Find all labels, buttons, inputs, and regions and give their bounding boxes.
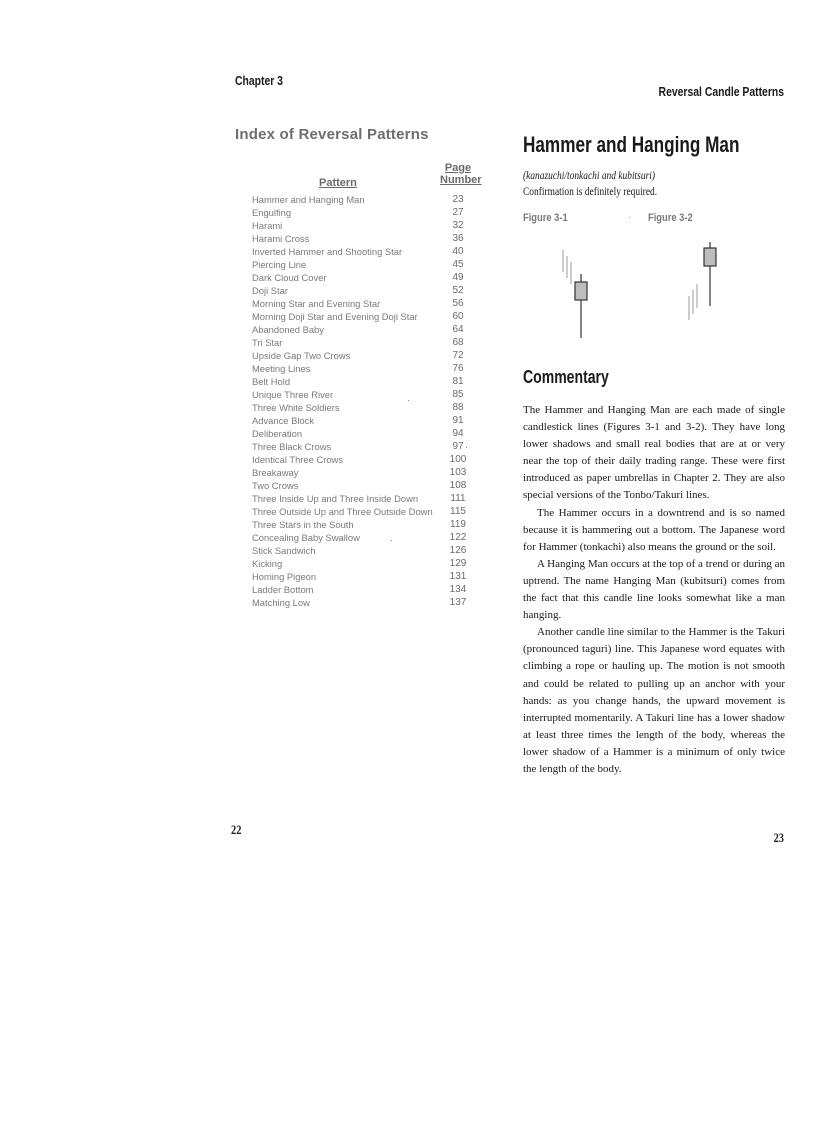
pattern-row [252, 245, 482, 258]
pattern-row [252, 518, 482, 531]
hanging-man-body [704, 248, 716, 266]
pattern-page-number: 137 [449, 597, 467, 609]
pattern-name: Abandoned Baby [252, 324, 324, 336]
pattern-page-number: 119 [450, 519, 466, 531]
pattern-row [252, 375, 482, 388]
pattern-page-number: 72 [452, 350, 464, 362]
pattern-row [252, 479, 482, 492]
pattern-name: Upside Gap Two Crows [252, 350, 351, 362]
pattern-name: Ladder Bottom [252, 584, 314, 596]
figure-separator-dot: · [628, 212, 632, 223]
page-header-line2: Number [440, 174, 482, 186]
pattern-name: Three Stars in the South [252, 519, 354, 531]
figure-3-2-label: Figure 3-2 [648, 212, 693, 224]
pattern-name: Advance Block [252, 415, 315, 427]
pattern-name: Morning Doji Star and Evening Doji Star [252, 311, 418, 323]
page-number-left: 22 [231, 822, 242, 837]
pattern-page-number: 122 [449, 532, 467, 544]
pattern-name: Three White Soldiers [252, 402, 340, 414]
pattern-name: Engulfing [252, 207, 292, 219]
japanese-subtitle: (kanazuchi/tonkachi and kubitsuri) [523, 170, 656, 182]
commentary-title: Commentary [523, 367, 609, 387]
pattern-row [252, 570, 482, 583]
pattern-name: Belt Hold [252, 376, 291, 388]
figure-3-2-hanging-man-chart [680, 240, 730, 325]
pattern-page-number: 32 [452, 220, 464, 232]
pattern-page-number: 45 [452, 259, 464, 271]
pattern-page-number: 131 [449, 571, 467, 583]
pattern-index-list [252, 193, 482, 610]
hammer-body [575, 282, 587, 300]
pattern-page-number: 91 [452, 415, 464, 427]
pattern-page-number: 126 [449, 545, 467, 557]
pattern-page-number: 85 [452, 389, 464, 401]
commentary-paragraph-1: The Hammer and Hanging Man are each made of single candlestick lines (Figures 3-1 and 3-2). They have long lower shadows and small real bodies that are at or very near the top of their daily trading range. These were first introduced as paper umbrellas in Chapter 2. They are also special versions of the Tonbo/Takuri lines. [523, 404, 785, 502]
pattern-name: Harami [252, 220, 283, 232]
pattern-row [252, 271, 482, 284]
scan-speck [466, 447, 467, 448]
pattern-row [252, 492, 482, 505]
page-number-header [440, 162, 482, 186]
pattern-name: Stick Sandwich [252, 545, 316, 557]
scan-speck [391, 540, 392, 541]
scan-speck [408, 400, 409, 401]
pattern-name: Identical Three Crows [252, 454, 344, 466]
pattern-row [252, 297, 482, 310]
pattern-page-number: 60 [452, 311, 464, 323]
commentary-paragraph-3: A Hanging Man occurs at the top of a trend or during an uptrend. The name Hanging Man (kubitsuri) comes from the fact that this candle line looks somewhat like a man hanging. [523, 557, 785, 622]
pattern-name: Hammer and Hanging Man [252, 194, 365, 205]
pattern-page-number: 94 [452, 428, 464, 440]
pattern-row [252, 388, 482, 401]
pattern-row [252, 531, 482, 544]
pattern-row [252, 427, 482, 440]
commentary-paragraph-2: The Hammer occurs in a downtrend and is so named because it is hammering out a bottom. The Japanese word for Hammer (tonkachi) also means the ground or the soil. [523, 506, 785, 553]
pattern-name: Unique Three River [252, 389, 334, 401]
pattern-page-number: 103 [449, 467, 467, 479]
pattern-row [252, 258, 482, 271]
pattern-name: Three Inside Up and Three Inside Down [252, 493, 419, 505]
pattern-name: Deliberation [252, 428, 303, 440]
figure-3-1-label: Figure 3-1 [523, 212, 568, 224]
pattern-name: Breakaway [252, 467, 299, 479]
pattern-row [252, 453, 482, 466]
section-title: Hammer and Hanging Man [523, 132, 740, 157]
commentary-body [523, 402, 785, 778]
pattern-page-number: 23 [452, 194, 464, 205]
page-header-line1: Page [444, 162, 472, 174]
running-head: Reversal Candle Patterns [658, 84, 784, 99]
pattern-name: Meeting Lines [252, 363, 311, 375]
pattern-page-number: 134 [449, 584, 467, 596]
pattern-name: Inverted Hammer and Shooting Star [252, 246, 403, 258]
pattern-name: Concealing Baby Swallow [252, 532, 360, 544]
pattern-header: Pattern [319, 177, 357, 189]
pattern-page-number: 64 [452, 324, 464, 336]
pattern-row [252, 206, 482, 219]
pattern-page-number: 100 [449, 454, 467, 466]
pattern-name: Matching Low [252, 597, 310, 609]
pattern-page-number: 56 [452, 298, 464, 310]
pattern-name: Tri Star [252, 337, 283, 349]
pattern-page-number: 52 [452, 285, 464, 297]
pattern-page-number: 76 [452, 363, 464, 375]
pattern-name: Homing Pigeon [252, 571, 317, 583]
pattern-row [252, 544, 482, 557]
pattern-page-number: 97 [452, 441, 464, 453]
pattern-page-number: 49 [452, 272, 464, 284]
chapter-label: Chapter 3 [235, 73, 283, 88]
pattern-name: Harami Cross [252, 233, 310, 245]
pattern-page-number: 108 [449, 480, 467, 492]
pattern-row [252, 232, 482, 245]
pattern-row [252, 362, 482, 375]
pattern-row [252, 557, 482, 570]
pattern-row [252, 596, 482, 609]
pattern-row [252, 466, 482, 479]
figure-3-1-hammer-chart [555, 238, 605, 348]
pattern-page-number: 115 [450, 506, 466, 518]
pattern-name: Kicking [252, 558, 283, 570]
pattern-page-number: 81 [452, 376, 464, 388]
pattern-name: Morning Star and Evening Star [252, 298, 381, 310]
pattern-row [252, 414, 482, 427]
pattern-row [252, 310, 482, 323]
pattern-row [252, 401, 482, 414]
pattern-name: Doji Star [252, 285, 288, 297]
commentary-paragraph-4: Another candle line similar to the Hammer is the Takuri (pronounced taguri) line. This Japanese word equates with climbing a rope or hauling up. The motion is not smooth and could be related to pulling up an anchor with your hands: as you change hands, the upward movement is interrupted momentarily. A Takuri line has a lower shadow at least three times the length of the body, whereas the lower shadow of a Hammer is a minimum of only twice the length of the body. [523, 626, 785, 775]
confirmation-note: Confirmation is definitely required. [523, 186, 658, 198]
pattern-row [252, 323, 482, 336]
pattern-row [252, 583, 482, 596]
pattern-name: Piercing Line [252, 259, 307, 271]
pattern-row [252, 505, 482, 518]
pattern-page-number: 111 [450, 493, 466, 505]
pattern-row [252, 440, 482, 453]
pattern-name: Dark Cloud Cover [252, 272, 327, 284]
pattern-page-number: 68 [452, 337, 464, 349]
pattern-page-number: 88 [452, 402, 464, 414]
index-title: Index of Reversal Patterns [235, 126, 429, 143]
pattern-row [252, 219, 482, 232]
pattern-row [252, 284, 482, 297]
pattern-name: Three Outside Up and Three Outside Down [252, 506, 433, 518]
pattern-page-number: 129 [449, 558, 467, 570]
pattern-name: Two Crows [252, 480, 299, 492]
pattern-page-number: 36 [452, 233, 464, 245]
pattern-row [252, 349, 482, 362]
pattern-page-number: 27 [452, 207, 464, 219]
pattern-row [252, 336, 482, 349]
pattern-page-number: 40 [452, 246, 464, 258]
pattern-row [252, 193, 482, 206]
page-number-right: 23 [773, 830, 784, 845]
pattern-name: Three Black Crows [252, 441, 332, 453]
